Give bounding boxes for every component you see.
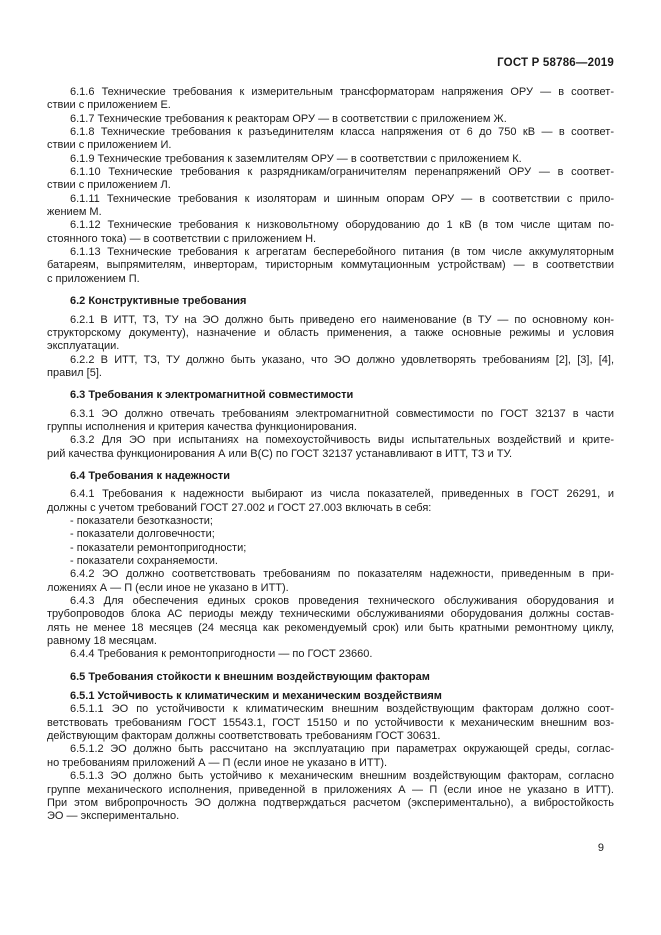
paragraph-block (47, 153, 614, 166)
paragraph-block (47, 515, 614, 528)
text-line: с приложением П. (47, 272, 140, 285)
text-line: равному 18 месяцам. (47, 635, 157, 648)
paragraph-block (47, 703, 614, 743)
text-line: ЭО — экспериментально. (47, 810, 180, 823)
paragraph-block (47, 314, 614, 354)
paragraph-block (47, 408, 614, 435)
paragraph-block (47, 528, 614, 541)
text-line: 6.4.2 ЭО должно соответствовать требованиям по показателям надежности, приведенным в при- (70, 568, 614, 581)
text-line: 6.5.1.3 ЭО должно быть устойчиво к механическим внешним воздействующим факторам, согласно (70, 770, 614, 783)
paragraph-block (47, 488, 614, 515)
text-line: эксплуатации. (47, 340, 120, 353)
text-line: трубопроводов блока АС периоды между техническими обслуживаниями оборудования должны состав- (47, 608, 614, 621)
text-line: - показатели долговечности; (70, 528, 215, 541)
text-line: 6.4.4 Требования к ремонтопригодности — по ГОСТ 23660. (70, 648, 373, 661)
text-line: группе механического исполнения, приведенной в приложениях А — П (если иное не указано в ИТТ). (47, 783, 614, 796)
text-line: 6.2.1 В ИТТ, ТЗ, ТУ на ЭО должно быть приведено его наименование (в ТУ — по основному кон- (70, 313, 614, 326)
paragraph-block (47, 166, 614, 193)
text-line: 6.1.10 Технические требования к разрядникам/ограничителям перенапряжений ОРУ — в соответ- (70, 166, 614, 179)
text-line: но требованиям приложений А — П (если иное не указано в ИТТ). (47, 756, 388, 769)
paragraph-block (47, 86, 614, 113)
paragraph-block (47, 219, 614, 246)
text-line: жением М. (47, 206, 102, 219)
text-line: 6.1.13 Технические требования к агрегатам бесперебойного питания (в том числе аккумуляторным (70, 246, 614, 259)
section-heading: 6.3 Требования к электромагнитной совместимости (70, 389, 354, 402)
text-line: 6.1.12 Технические требования к низковольтному оборудованию до 1 кВ (в том числе щитам по- (70, 219, 614, 232)
section-heading: 6.2 Конструктивные требования (70, 295, 247, 308)
paragraph-block (47, 595, 614, 648)
text-line: должны с учетом требований ГОСТ 27.002 и ГОСТ 27.003 включать в себя: (47, 501, 432, 514)
section-heading: 6.5 Требования стойкости к внешним воздействующим факторам (70, 670, 430, 683)
paragraph-block (47, 542, 614, 555)
paragraph-block (47, 648, 614, 661)
text-line: ветствовать требованиям ГОСТ 15543.1, ГОСТ 15150 и по устойчивости к механическим внешним воз- (47, 716, 614, 729)
text-line: действующим факторам должны соответствовать требованиям ГОСТ 30631. (47, 730, 441, 743)
text-line: группы исполнения и критерия качества функционирования. (47, 420, 357, 433)
text-line: 6.1.9 Технические требования к заземлителям ОРУ — в соответствии с приложением К. (70, 152, 522, 165)
page-number: 9 (597, 842, 604, 854)
paragraph-block (47, 568, 614, 595)
text-line: лять не менее 18 месяцев (24 месяца как рекомендуемый срок) или быть кратными ремонтному циклу, (47, 621, 614, 634)
text-line: ствии с приложением Е. (47, 99, 171, 112)
text-line: 6.1.6 Технические требования к измерительным трансформаторам напряжения ОРУ — в соответ- (70, 86, 614, 98)
text-line: батареям, выпрямителям, инверторам, тиристорным коммутационным устройствам) — в соответствии (47, 259, 614, 272)
text-line: 6.3.1 ЭО должно отвечать требованиям электромагнитной совместимости по ГОСТ 32137 в части (70, 407, 614, 420)
running-header: ГОСТ Р 58786—2019 (497, 57, 614, 69)
text-line: правил [5]. (47, 366, 102, 379)
text-line: 6.1.7 Технические требования к реакторам ОРУ — в соответствии с приложением Ж. (70, 112, 507, 125)
text-line: ствии с приложением И. (47, 139, 172, 152)
text-line: 6.2.2 В ИТТ, ТЗ, ТУ должно быть указано, что ЭО должно удовлетворять требованиям [2], [3], [4], (70, 353, 614, 366)
paragraph-block (47, 743, 614, 770)
text-line: стоянного тока) — в соответствии с приложением Н. (47, 232, 317, 245)
paragraph-block (47, 246, 614, 286)
paragraph-block (47, 434, 614, 461)
text-line: При этом вибропрочность ЭО должна подтверждаться расчетом (экспериментально), а вибростойкость (47, 796, 614, 809)
text-line: - показатели ремонтопригодности; (70, 541, 247, 554)
text-line: - показатели сохраняемости. (70, 555, 218, 567)
paragraph-block (47, 126, 614, 153)
text-line: 6.4.1 Требования к надежности выбирают из числа показателей, приведенных в ГОСТ 26291, и (70, 488, 614, 501)
text-line: 6.5.1.1 ЭО по устойчивости к климатическим внешним воздействующим факторам должно соот- (70, 703, 614, 716)
paragraph-block (47, 770, 614, 823)
text-line: 6.3.2 Для ЭО при испытаниях на помехоустойчивость виды испытательных воздействий и крите- (70, 434, 614, 447)
paragraph-block (47, 113, 614, 126)
text-line: 6.1.11 Технические требования к изоляторам и шинным опорам ОРУ — в соответствии с прило- (70, 192, 614, 205)
section-subheading: 6.5.1 Устойчивость к климатическим и механическим воздействиям (70, 690, 442, 703)
text-line: - показатели безотказности; (70, 514, 213, 527)
text-line: структорскому документу), назначение и область применения, а также основные режимы и условия (47, 326, 614, 339)
text-line: 6.4.3 Для обеспечения единых сроков проведения технического обслуживания оборудования и (70, 595, 614, 608)
paragraph-block (47, 193, 614, 220)
text-line: ложениях А — П (если иное не указано в ИТТ). (47, 581, 289, 594)
text-line: рий качества функционирования А или В(С) по ГОСТ 32137 устанавливают в ИТТ, ТЗ и ТУ. (47, 447, 513, 460)
paragraph-block (47, 555, 614, 568)
document-body (47, 86, 614, 824)
paragraph-block (47, 354, 614, 381)
text-line: 6.1.8 Технические требования к разъединителям класса напряжения от 6 до 750 кВ — в соответ- (70, 126, 614, 139)
text-line: ствии с приложением Л. (47, 179, 171, 192)
section-heading: 6.4 Требования к надежности (70, 469, 231, 482)
text-line: 6.5.1.2 ЭО должно быть рассчитано на эксплуатацию при параметрах окружающей среды, соглас- (70, 743, 614, 756)
